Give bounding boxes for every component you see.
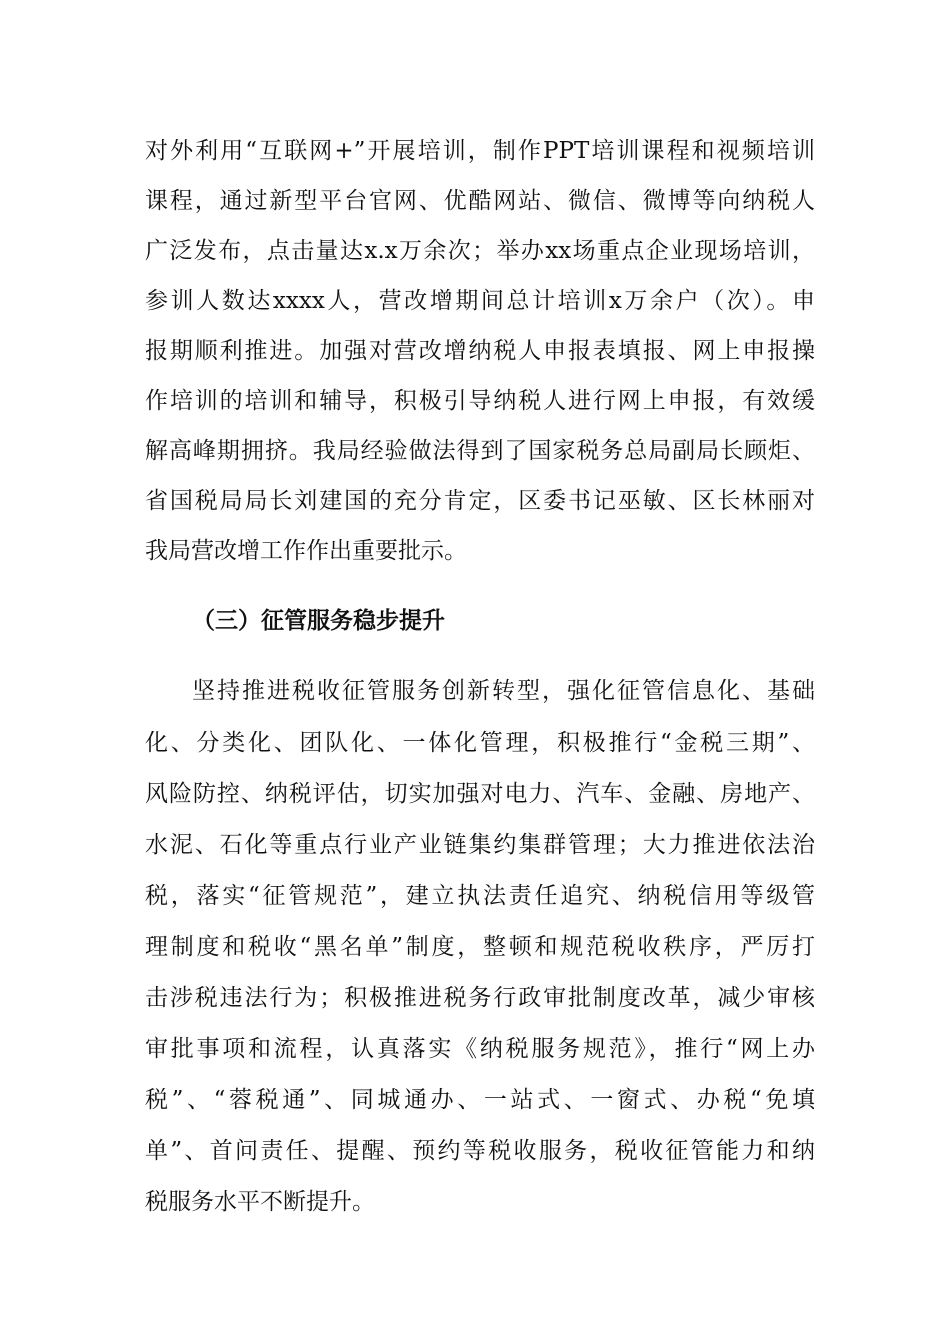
paragraph-2-line-8: 审批事项和流程，认真落实《纳税服务规范》，推行“网上办 [145, 1036, 815, 1062]
paragraph-1-line-6: 作培训的培训和辅导，积极引导纳税人进行网上申报，有效缓 [145, 388, 815, 414]
paragraph-1-line-3: 广泛发布，点击量达x.x万余次；举办xx场重点企业现场培训， [145, 238, 815, 264]
paragraph-2-line-1: 坚持推进税收征管服务创新转型，强化征管信息化、基础 [192, 678, 815, 704]
paragraph-1-line-1: 对外利用“互联网+”开展培训，制作PPT培训课程和视频培训 [145, 138, 815, 164]
paragraph-1-line-9: 我局营改增工作作出重要批示。 [145, 538, 467, 564]
paragraph-1-line-4: 参训人数达xxxx人，营改增期间总计培训x万余户（次）。申 [145, 288, 815, 314]
paragraph-2-line-2: 化、分类化、团队化、一体化管理，积极推行“金税三期”、 [145, 730, 815, 756]
section-heading: （三）征管服务稳步提升 [192, 607, 445, 634]
paragraph-2-line-9: 税”、“蓉税通”、同城通办、一站式、一窗式、办税“免填 [145, 1087, 815, 1113]
paragraph-1-line-2: 课程，通过新型平台官网、优酷网站、微信、微博等向纳税人 [145, 188, 815, 214]
paragraph-2-line-3: 风险防控、纳税评估，切实加强对电力、汽车、金融、房地产、 [145, 781, 815, 807]
paragraph-2-line-6: 理制度和税收“黑名单”制度，整顿和规范税收秩序，严厉打 [145, 934, 815, 960]
paragraph-2-line-11: 税服务水平不断提升。 [145, 1189, 375, 1215]
paragraph-1-line-5: 报期顺利推进。加强对营改增纳税人申报表填报、网上申报操 [145, 338, 815, 364]
paragraph-2-line-5: 税，落实“征管规范”，建立执法责任追究、纳税信用等级管 [145, 883, 815, 909]
paragraph-2-line-7: 击涉税违法行为；积极推进税务行政审批制度改革，减少审核 [145, 985, 815, 1011]
paragraph-2-line-10: 单”、首问责任、提醒、预约等税收服务，税收征管能力和纳 [145, 1138, 815, 1164]
paragraph-2-line-4: 水泥、石化等重点行业产业链集约集群管理；大力推进依法治 [145, 832, 815, 858]
paragraph-1-line-8: 省国税局局长刘建国的充分肯定，区委书记巫敏、区长林丽对 [145, 488, 815, 514]
paragraph-1-line-7: 解高峰期拥挤。我局经验做法得到了国家税务总局副局长顾炬、 [145, 438, 815, 464]
